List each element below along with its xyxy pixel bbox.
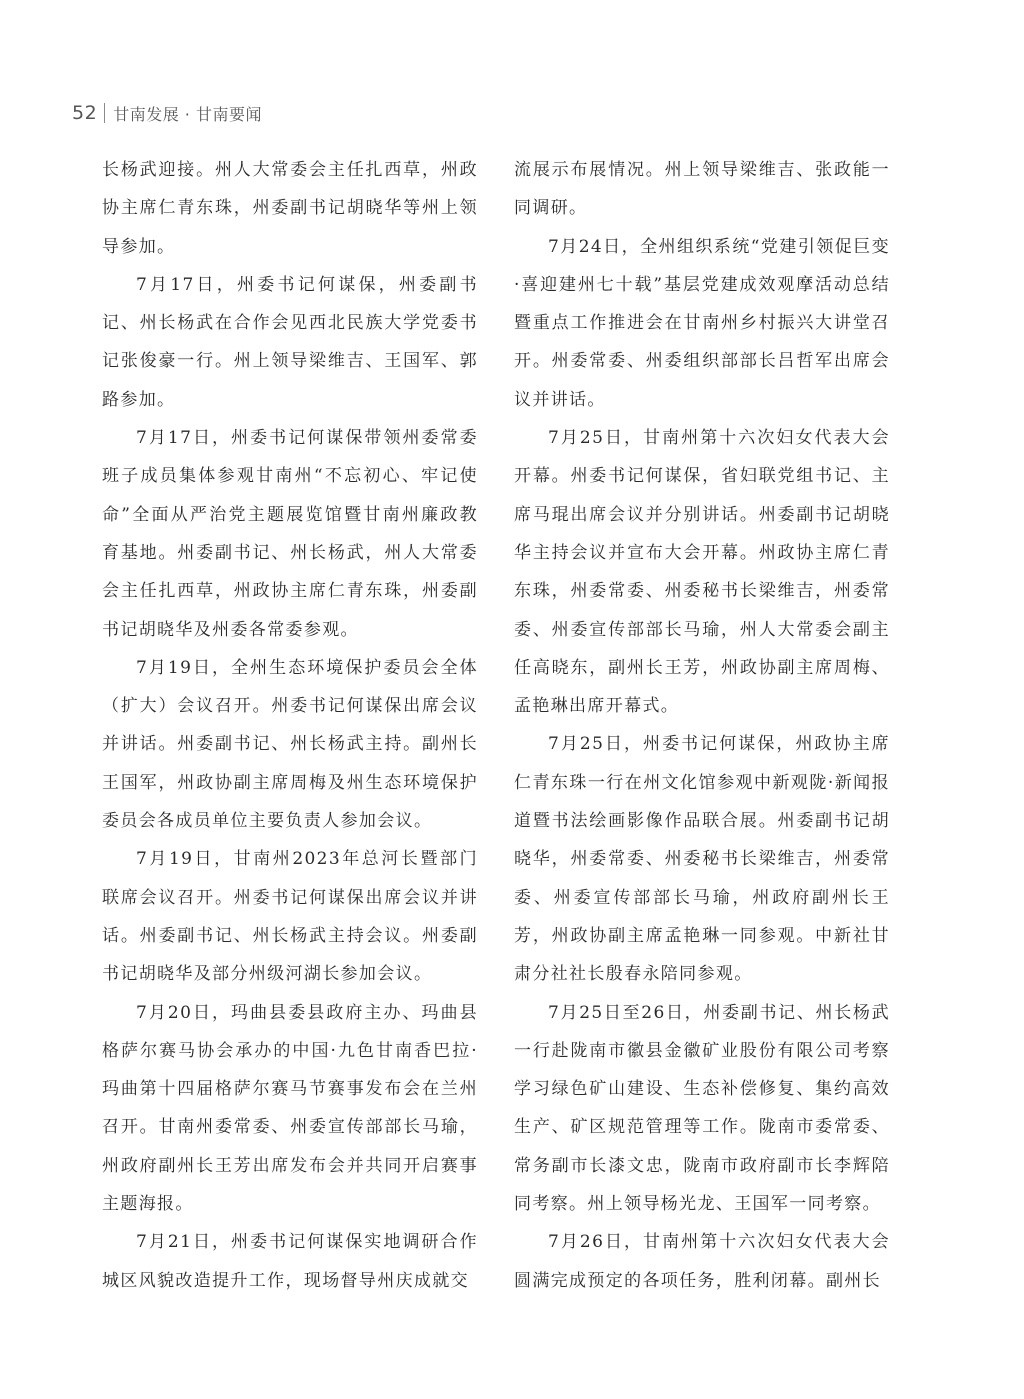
page-header <box>72 98 262 128</box>
section-title: 甘南发展 · 甘南要闻 <box>113 104 262 124</box>
header-divider <box>104 103 105 123</box>
paragraph: 7月20日，玛曲县委县政府主办、玛曲县格萨尔赛马协会承办的中国·九色甘南香巴拉·玛曲第十四届格萨尔赛马节赛事发布会在兰州召开。甘南州委常委、州委宣传部部长马瑜，州政府副州长王芳出席发布会并共同开启赛事主题海报。 <box>102 1002 478 1215</box>
paragraph: 7月19日，全州生态环境保护委员会全体（扩大）会议召开。州委书记何谋保出席会议并讲话。州委副书记、州长杨武主持。副州长王国军，州政协副主席周梅及州生态环境保护委员会各成员单位主要负责人参加会议。 <box>102 657 478 832</box>
page-number: 52 <box>72 102 98 124</box>
paragraph: 7月24日，全州组织系统“党建引领促巨变·喜迎建州七十载”基层党建成效观摩活动总结暨重点工作推进会在甘南州乡村振兴大讲堂召开。州委常委、州委组织部部长吕哲军出席会议并讲话。 <box>514 236 890 410</box>
paragraph: 7月25日，甘南州第十六次妇女代表大会开幕。州委书记何谋保，省妇联党组书记、主席马琨出席会议并分别讲话。州委副书记胡晓华主持会议并宣布大会开幕。州政协主席仁青东珠，州委常委、州委秘书长梁维吉，州委常委、州委宣传部部长马瑜，州人大常委会副主任高晓东，副州长王芳，州政协副主席周梅、孟艳琳出席开幕式。 <box>514 428 890 717</box>
right-column <box>514 151 890 1321</box>
paragraph: 7月17日，州委书记何谋保带领州委常委班子成员集体参观甘南州“不忘初心、牢记使命”全面从严治党主题展览馆暨甘南州廉政教育基地。州委副书记、州长杨武，州人大常委会主任扎西草，州政协主席仁青东珠，州委副书记胡晓华及州委各常委参观。 <box>102 428 478 640</box>
paragraph: 7月25日至26日，州委副书记、州长杨武一行赴陇南市徽县金徽矿业股份有限公司考察学习绿色矿山建设、生态补偿修复、集约高效生产、矿区规范管理等工作。陇南市委常委、常务副市长漆文忠，陇南市政府副市长李辉陪同考察。州上领导杨光龙、王国军一同考察。 <box>514 1002 890 1215</box>
paragraph: 7月25日，州委书记何谋保，州政协主席仁青东珠一行在州文化馆参观中新观陇·新闻报道暨书法绘画影像作品联合展。州委副书记胡晓华，州委常委、州委秘书长梁维吉，州委常委、州委宣传部部长马瑜，州政府副州长王芳，州政协副主席孟艳琳一同参观。中新社甘肃分社社长殷春永陪同参观。 <box>514 734 890 985</box>
paragraph: 7月19日，甘南州2023年总河长暨部门联席会议召开。州委书记何谋保出席会议并讲话。州委副书记、州长杨武主持会议。州委副书记胡晓华及部分州级河湖长参加会议。 <box>102 849 478 985</box>
paragraph: 流展示布展情况。州上领导梁维吉、张政能一同调研。 <box>514 160 890 219</box>
paragraph: 长杨武迎接。州人大常委会主任扎西草，州政协主席仁青东珠，州委副书记胡晓华等州上领导参加。 <box>102 160 478 257</box>
paragraph: 7月26日，甘南州第十六次妇女代表大会圆满完成预定的各项任务，胜利闭幕。副州长 <box>514 1232 890 1291</box>
paragraph: 7月21日，州委书记何谋保实地调研合作城区风貌改造提升工作，现场督导州庆成就交 <box>102 1232 478 1291</box>
paragraph: 7月17日，州委书记何谋保，州委副书记、州长杨武在合作会见西北民族大学党委书记张俊豪一行。州上领导梁维吉、王国军、郭路参加。 <box>102 274 478 410</box>
left-column <box>102 151 478 1321</box>
